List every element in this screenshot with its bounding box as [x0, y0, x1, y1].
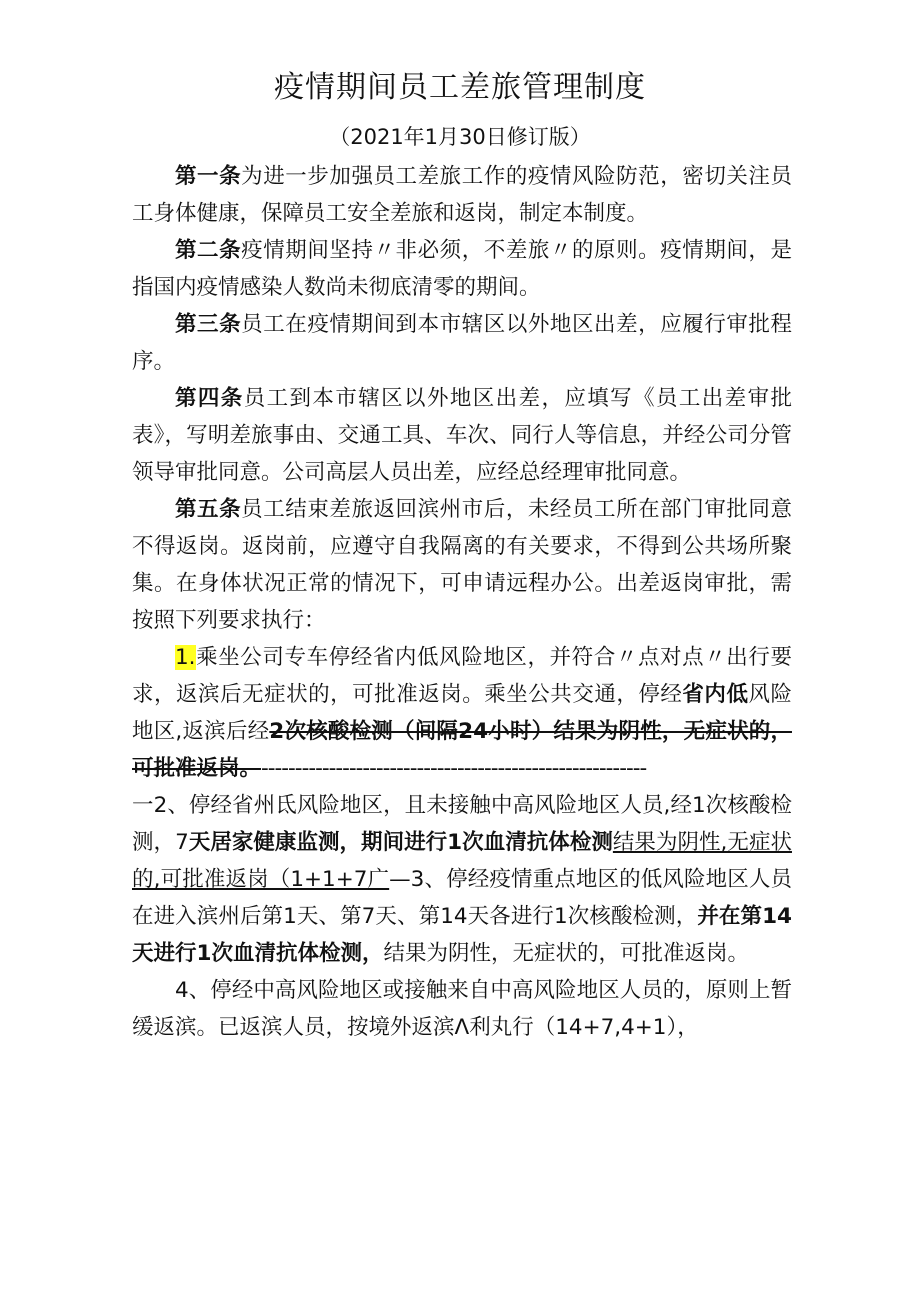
item-2-3	[132, 787, 792, 972]
item-2-text-a: 一2、停经省州氐风险地区，且未接触中高风险地区人员,经1次核酸检测，7	[132, 793, 792, 855]
article-3-label: 第三条	[175, 312, 242, 337]
article-2	[132, 232, 792, 306]
article-4-text: 员工到本市辖区以外地区出差，应填写《员工出差审批表》，写明差旅事由、交通工具、车次、同行人等信息，并经公司分管领导审批同意。公司高层人员出差，应经总经理审批同意。	[132, 386, 792, 485]
document-body	[132, 158, 792, 1046]
article-2-text: 疫情期间坚持〃非必须，不差旅〃的原则。疫情期间，是指国内疫情感染人数尚未彻底清零的期间。	[132, 238, 792, 300]
item-3-bold: 并在第14天进行1次血清抗体检测，	[132, 904, 792, 966]
article-1	[132, 158, 792, 232]
article-2-label: 第二条	[175, 238, 242, 263]
page-title: 疫情期间员工差旅管理制度	[274, 70, 646, 105]
item-4-text: 4、停经中高风险地区或接触来自中高风险地区人员的，原则上暂缓返滨。已返滨人员，按境外返滨Λ利丸行（14+7,4+1），	[132, 978, 792, 1040]
item-1-number: 1.	[175, 645, 196, 670]
article-5	[132, 491, 792, 639]
article-3	[132, 306, 792, 380]
revision-subtitle: （2021年1月30日修订版）	[329, 125, 591, 149]
article-5-text: 员工结束差旅返回滨州市后，未经员工所在部门审批同意不得返岗。返岗前，应遵守自我隔离的有关要求，不得到公共场所聚集。在身体状况正常的情况下，可申请远程办公。出差返岗审批，需按照下列要求执行：	[132, 497, 792, 633]
item-2-underlined: 结果为阴性,无症状的,可批准返岗（1+1+7广	[132, 830, 792, 892]
item-2-bold-a: 天居家健康监测，期间进行1次血清抗体检测	[188, 830, 613, 855]
item-1-bold-a: 省内低	[682, 682, 749, 707]
article-4-label: 第四条	[175, 386, 244, 411]
item-1-dash-rule: ---------------------------------------------------------	[261, 756, 647, 781]
item-1	[132, 639, 792, 787]
item-3-text-a: —3、停经疫情重点地区的低风险地区人员在进入滨州后第1天、第7天、第14天各进行1次核酸检测，	[132, 867, 792, 929]
article-5-label: 第五条	[175, 497, 242, 522]
item-3-text-b: 结果为阴性，无症状的，可批准返岗。	[383, 941, 749, 966]
item-1-text-b: 风险地区,返滨后经	[132, 682, 792, 744]
item-4	[132, 972, 792, 1046]
item-1-text-a: 乘坐公司专车停经省内低风险地区，并符合〃点对点〃出行要求，返滨后无症状的，可批准返岗。乘坐公共交通，停经	[132, 645, 792, 707]
article-1-text: 为进一步加强员工差旅工作的疫情风险防范，密切关注员工身体健康，保障员工安全差旅和返岗，制定本制度。	[132, 164, 792, 226]
article-4	[132, 380, 792, 491]
article-3-text: 员工在疫情期间到本市辖区以外地区出差，应履行审批程序。	[132, 312, 792, 374]
item-1-bold-struck: 2次核酸检测（间隔24小时）结果为阴性，无症状的，可批准返岗。	[132, 719, 792, 781]
article-1-label: 第一条	[175, 164, 242, 189]
